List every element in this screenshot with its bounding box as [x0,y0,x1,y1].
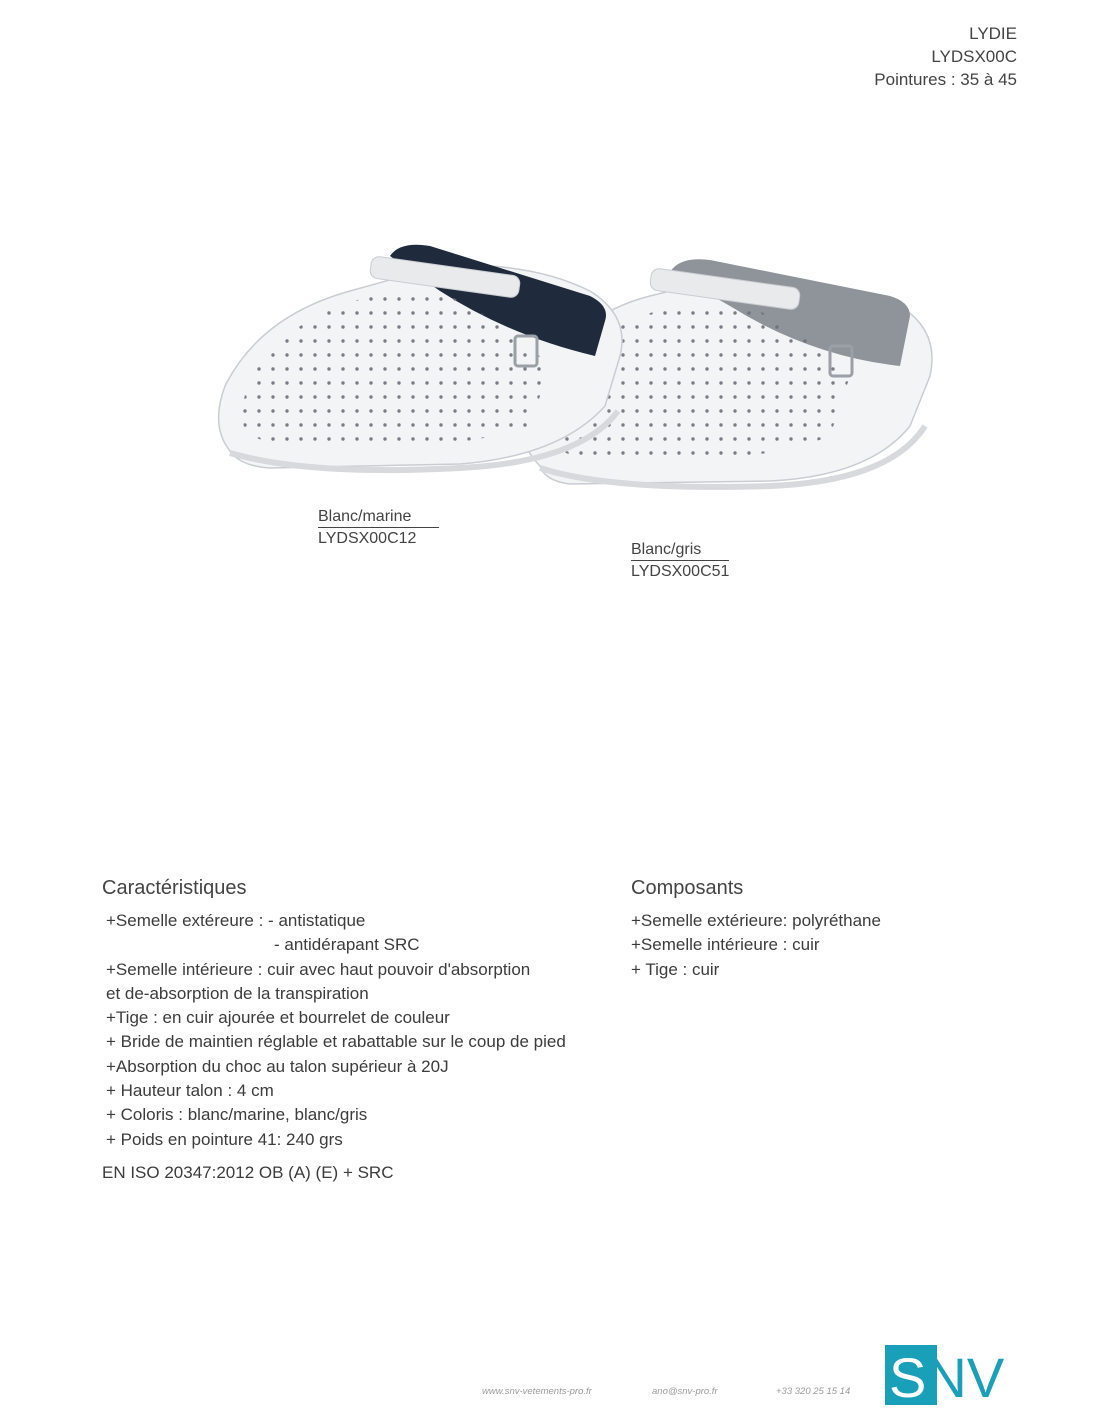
variant-reference: LYDSX00C12 [318,530,417,547]
characteristic-line: et de-absorption de la transpiration [106,983,369,1003]
component-line: +Semelle intérieure : cuir [631,935,820,955]
variant-color-name: Blanc/marine [318,506,439,528]
size-range: Pointures : 35 à 45 [874,70,1017,89]
product-header [874,22,1017,91]
snv-logo [885,1345,1022,1405]
footer-email[interactable]: ano@snv-pro.fr [652,1386,718,1397]
variant-reference: LYDSX00C51 [631,563,730,580]
clog-navy [219,245,622,470]
product-photo [210,236,950,496]
characteristic-line: + Poids en pointure 41: 240 grs [106,1129,343,1149]
norm-standard: EN ISO 20347:2012 OB (A) (E) + SRC [102,1163,394,1182]
components-title: Composants [631,877,744,899]
component-line: + Tige : cuir [631,959,720,979]
characteristic-line: +Absorption du choc au talon supérieur à 20J [106,1056,449,1076]
variant-blanc-marine [318,506,439,549]
model-name: LYDIE [969,24,1017,43]
components-list [631,909,881,982]
characteristic-line: + Bride de maintien réglable et rabattable sur le coup de pied [106,1032,566,1052]
footer-phone: +33 320 25 15 14 [776,1386,851,1397]
model-reference: LYDSX00C [931,47,1017,66]
variant-color-name: Blanc/gris [631,539,729,561]
characteristic-line: +Semelle extéreure : - antistatique [106,911,366,930]
footer-website[interactable]: www.snv-vetements-pro.fr [482,1386,592,1397]
characteristic-line: +Semelle intérieure : cuir avec haut pouvoir d'absorption [106,959,531,979]
component-line: +Semelle extérieure: polyréthane [631,911,881,930]
variant-blanc-gris [631,539,729,582]
characteristic-line: +Tige : en cuir ajourée et bourrelet de couleur [106,1008,450,1028]
logo-text: SNV [889,1346,1005,1405]
characteristic-line: - antidérapant SRC [274,935,420,955]
characteristic-line: + Hauteur talon : 4 cm [106,1081,274,1101]
characteristics-title: Caractéristiques [102,877,247,899]
characteristic-line: + Coloris : blanc/marine, blanc/gris [106,1105,368,1125]
characteristics-list [106,909,566,1152]
